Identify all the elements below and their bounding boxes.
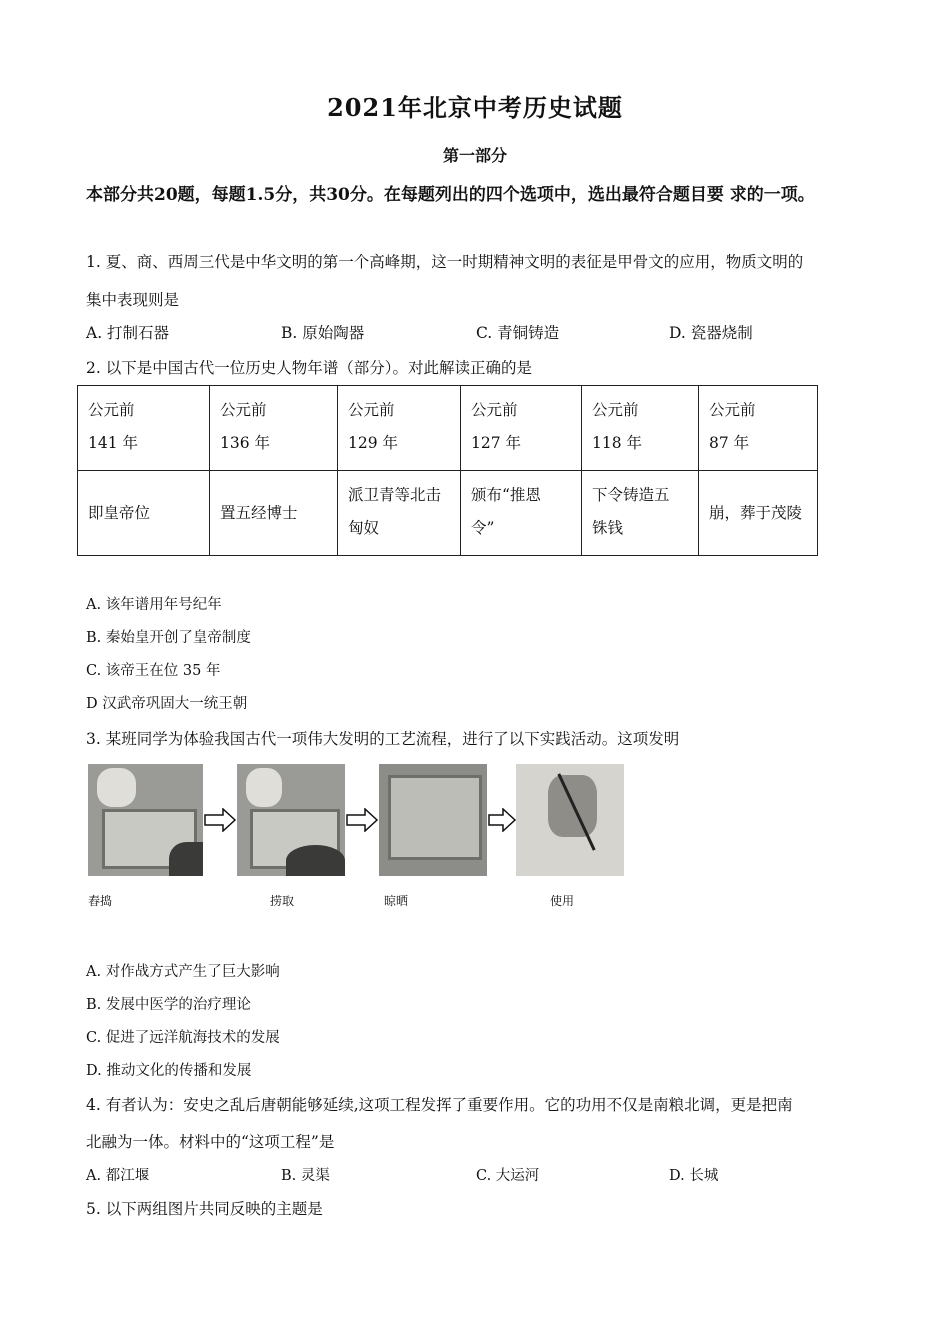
instructions: 本部分共20题，每题1.5分，共30分。在每题列出的四个选项中，选出最符合题目要 求的一项。 xyxy=(86,185,815,205)
table-cell: 公元前 127 年 xyxy=(461,386,582,471)
table-cell: 下令铸造五 铢钱 xyxy=(582,471,699,556)
photo-drying xyxy=(379,764,487,876)
table-cell: 置五经博士 xyxy=(210,471,338,556)
table-cell: 公元前 136 年 xyxy=(210,386,338,471)
q1-stem-line2: 集中表现则是 xyxy=(86,291,180,309)
table-cell: 即皇帝位 xyxy=(78,471,210,556)
q2-option-a[interactable]: A. 该年谱用年号纪年 xyxy=(86,597,222,613)
photo-using xyxy=(516,764,624,876)
q4-stem-line2: 北融为一体。材料中的“这项工程”是 xyxy=(86,1133,335,1151)
q4-option-b[interactable]: B. 灵渠 xyxy=(281,1168,330,1184)
q4-option-a[interactable]: A. 都江堰 xyxy=(86,1168,150,1184)
q3-option-b[interactable]: B. 发展中医学的治疗理论 xyxy=(86,997,251,1013)
q3-option-a[interactable]: A. 对作战方式产生了巨大影响 xyxy=(86,964,280,980)
table-cell: 公元前 87 年 xyxy=(699,386,818,471)
q4-option-d[interactable]: D. 长城 xyxy=(669,1168,719,1184)
section-heading: 第一部分 xyxy=(442,146,507,165)
q2-option-d[interactable]: D 汉武帝巩固大一统王朝 xyxy=(86,696,248,712)
caption-step-1: 舂捣 xyxy=(88,894,113,908)
q1-option-b[interactable]: B. 原始陶器 xyxy=(281,324,365,342)
chronology-table xyxy=(77,385,818,556)
q4-option-c[interactable]: C. 大运河 xyxy=(476,1168,540,1184)
arrow-right-icon xyxy=(203,808,237,832)
q3-option-c[interactable]: C. 促进了远洋航海技术的发展 xyxy=(86,1030,280,1046)
q1-option-a[interactable]: A. 打制石器 xyxy=(86,324,170,342)
table-cell: 派卫青等北击 匈奴 xyxy=(338,471,461,556)
q3-option-d[interactable]: D. 推动文化的传播和发展 xyxy=(86,1063,252,1079)
table-cell: 公元前 118 年 xyxy=(582,386,699,471)
q2-stem: 2. 以下是中国古代一位历史人物年谱（部分）。对此解读正确的是 xyxy=(86,359,532,377)
q2-option-c[interactable]: C. 该帝王在位 35 年 xyxy=(86,663,221,679)
photo-scooping xyxy=(237,764,345,876)
table-row-years xyxy=(78,386,818,471)
q2-option-b[interactable]: B. 秦始皇开创了皇帝制度 xyxy=(86,630,251,646)
arrow-right-icon xyxy=(345,808,379,832)
arrow-right-icon xyxy=(487,808,517,832)
q4-stem-line1: 4. 有者认为：安史之乱后唐朝能够延续,这项工程发挥了重要作用。它的功用不仅是南粮北调，更是把南 xyxy=(86,1096,793,1114)
q1-stem-line1: 1. 夏、商、西周三代是中华文明的第一个高峰期，这一时期精神文明的表征是甲骨文的应用，物质文明的 xyxy=(86,253,804,271)
q3-stem: 3. 某班同学为体验我国古代一项伟大发明的工艺流程，进行了以下实践活动。这项发明 xyxy=(86,730,680,748)
table-cell: 崩，葬于茂陵 xyxy=(699,471,818,556)
page-title: 2021年北京中考历史试题 xyxy=(327,93,623,122)
q1-option-d[interactable]: D. 瓷器烧制 xyxy=(669,324,753,342)
caption-step-3: 晾晒 xyxy=(384,894,409,908)
table-row-events xyxy=(78,471,818,556)
q1-option-c[interactable]: C. 青铜铸造 xyxy=(476,324,560,342)
table-cell: 公元前 141 年 xyxy=(78,386,210,471)
photo-pounding xyxy=(88,764,203,876)
caption-step-4: 使用 xyxy=(550,894,575,908)
table-cell: 颁布“推恩 令” xyxy=(461,471,582,556)
q5-stem: 5. 以下两组图片共同反映的主题是 xyxy=(86,1200,323,1218)
table-cell: 公元前 129 年 xyxy=(338,386,461,471)
caption-step-2: 捞取 xyxy=(270,894,295,908)
